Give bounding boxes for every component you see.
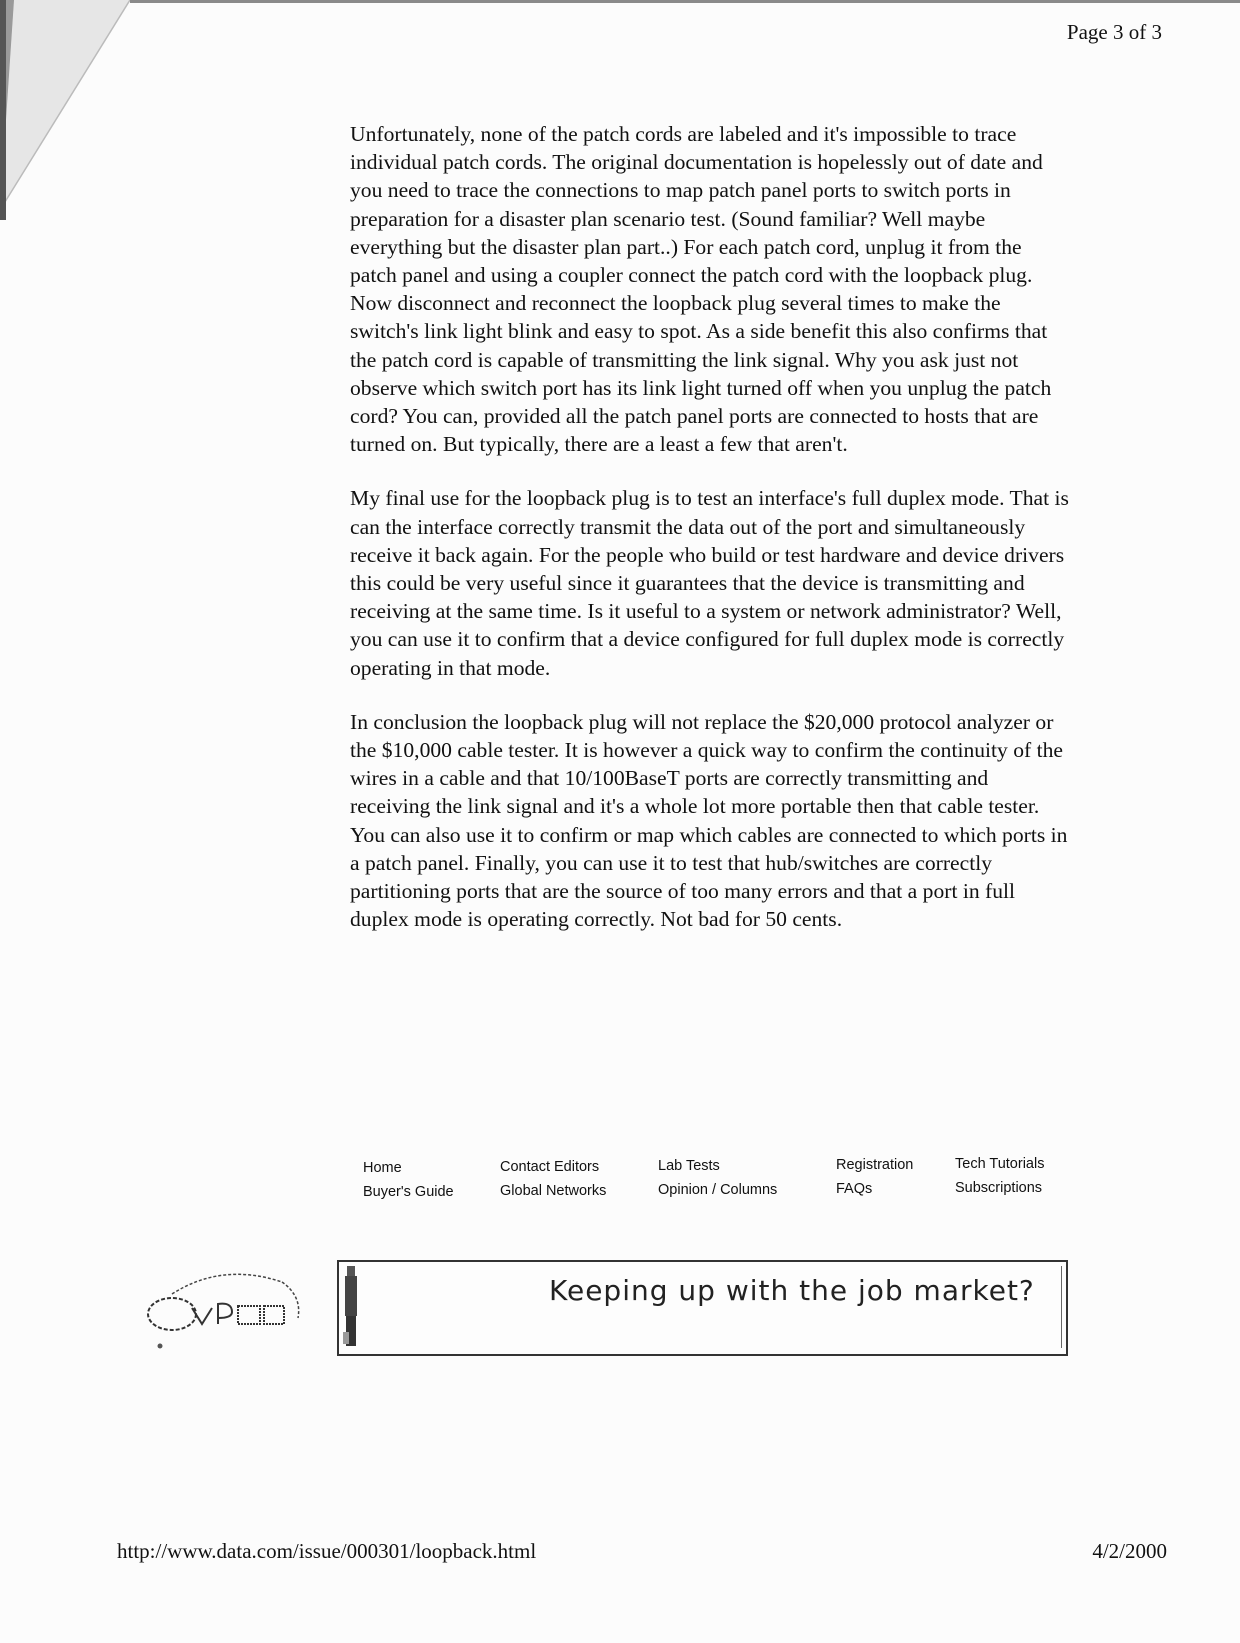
article-body [350,120,1070,959]
footer-link-tech-tutorials[interactable]: Tech Tutorials [955,1156,1045,1172]
footer-nav-col [658,1154,777,1202]
footer-link-contact-editors[interactable]: Contact Editors [500,1159,600,1175]
footer-link-faqs[interactable]: FAQs [836,1181,873,1197]
banner-headline: Keeping up with the job market? [549,1274,1035,1307]
article-paragraph: In conclusion the loopback plug will not replace the $20,000 protocol analyzer or the $10,000 cable tester. It is however a quick way to confirm the continuity of the wires in a cable and that 10/100BaseT ports are correctly transmitting and receiving the link signal and it's a whole lot more portable then that cable tester. You can also use it to confirm or map which cables are connected to which ports in a patch panel. Finally, you can use it to test that hub/switches are correctly partitioning ports that are the source of too many errors and that a port in full duplex mode is operating correctly. Not bad for 50 cents. [350,709,1068,932]
footer-link-lab-tests[interactable]: Lab Tests [658,1158,720,1174]
person-silhouette-icon [341,1264,363,1352]
print-date: 4/2/2000 [1092,1539,1167,1563]
footer-nav-col [836,1153,913,1201]
print-url: http://www.data.com/issue/000301/loopback.html [117,1539,537,1563]
job-market-banner-ad[interactable] [337,1260,1068,1356]
footer-nav-col [500,1155,606,1203]
footer-nav-col [955,1152,1044,1200]
cmp-net-logo-icon[interactable] [132,1260,312,1350]
footer-link-subscriptions[interactable]: Subscriptions [955,1180,1043,1196]
page-number: Page 3 of 3 [1066,20,1162,44]
footer-nav-col [363,1156,454,1204]
scan-fold-shadow [0,0,140,220]
footer-link-registration[interactable]: Registration [836,1157,914,1173]
footer-link-opinion-columns[interactable]: Opinion / Columns [658,1182,778,1198]
banner-edge [1061,1266,1062,1348]
footer-link-buyers-guide[interactable]: Buyer's Guide [363,1184,454,1200]
scan-top-edge [130,0,1240,3]
footer-link-global-networks[interactable]: Global Networks [500,1183,607,1199]
article-paragraph: My final use for the loopback plug is to test an interface's full duplex mode. That is can the interface correctly transmit the data out of the port and simultaneously receive it back again. For the people who build or test hardware and device drivers this could be very useful since it guarantees that the device is transmitting and receiving at the same time. Is it useful to a system or network administrator? Well, you can use it to confirm that a device configured for full duplex mode is correctly operating in that mode. [350,486,1069,680]
article-paragraph: Unfortunately, none of the patch cords are labeled and it's impossible to trace individual patch cords. The original documentation is hopelessly out of date and you need to trace the connections to map patch panel ports to switch ports in preparation for a disaster plan scenario test. (Sound familiar? Well maybe everything but the disaster plan part..) For each patch cord, unplug it from the patch panel and using a coupler connect the patch cord with the loopback plug. Now disconnect and reconnect the loopback plug several times to make the switch's link light blink and easy to spot. As a side benefit this also confirms that the patch cord is capable of transmitting the link signal. Why you ask just not observe which switch port has its link light turned off when you unplug the patch cord? You can, provided all the patch panel ports are connected to hosts that are turned on. But typically, there are a least a few that aren't. [350,122,1052,457]
footer-link-home[interactable]: Home [363,1160,402,1176]
